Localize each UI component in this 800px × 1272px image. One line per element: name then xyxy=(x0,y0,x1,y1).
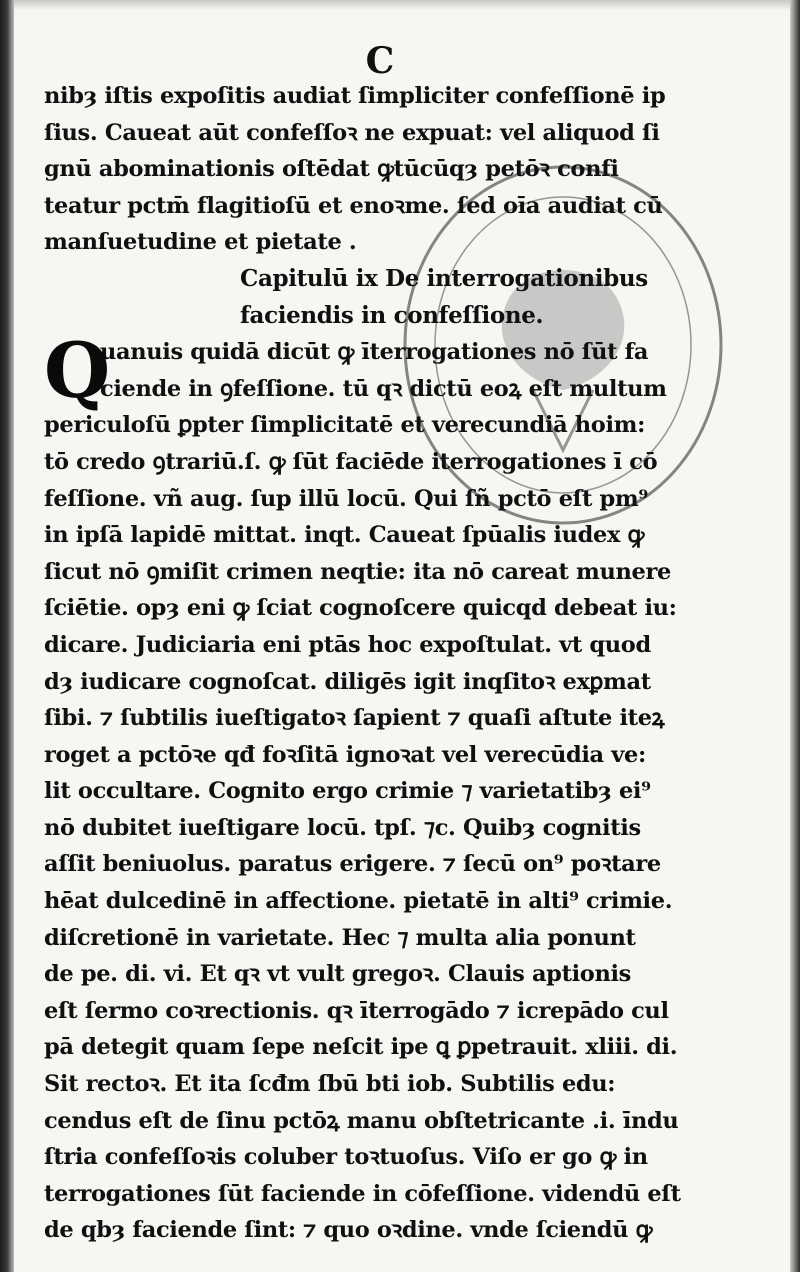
text-line: ſciētie. opȝ eni ꝙ ſciat cognoſcere quicqd debeat iu: xyxy=(44,595,677,622)
drop-cap-initial: Q xyxy=(44,326,111,415)
text-line: ſius. Caueat aūt confeſſoꝛ ne expuat: vel aliquod ſi xyxy=(44,119,660,146)
text-line: cendus eſt de ſinu pctōꝝ manu obſtetricante .i. īndu xyxy=(44,1107,679,1134)
text-line: in ipſā lapidē mittat. inqt. Caueat ſpūalis iudex ꝙ xyxy=(44,522,645,549)
text-line: de qbȝ faciende ſint: ⁊ quo oꝛdine. vnde ſciendū ꝙ xyxy=(44,1217,653,1244)
chapter-heading: faciendis in confeſſione. xyxy=(240,301,544,329)
text-line: aſſit beniuolus. paratus erigere. ⁊ ſecū on⁹ poꝛtare xyxy=(44,851,661,878)
text-line: dȝ iudicare cognoſcat. diligēs igit inqſitoꝛ exꝑmat xyxy=(44,668,651,695)
text-line: diſcretionē in varietate. Hec ⁊ multa alia ponunt xyxy=(44,924,636,951)
chapter-heading: Capitulū ix De interrogationibus xyxy=(240,264,648,292)
text-line: ſicut nō ꝯmiſit crimen neqtie: ita nō careat munere xyxy=(44,558,671,585)
text-line: lit occultare. Cognito ergo crimie ⁊ varietatibȝ ei⁹ xyxy=(44,778,651,805)
text-line: eſt ſermo coꝛrectionis. qꝛ īterrogādo ⁊ icrepādo cul xyxy=(44,997,669,1024)
text-line: terrogationes ſūt faciende in cōfeſſione. videndū eſt xyxy=(44,1180,681,1207)
text-line: de pe. di. vi. Et qꝛ vt vult gregoꝛ. Clauis aptionis xyxy=(44,961,631,988)
text-line: gnū abominationis oſtēdat ꝙtūcūqȝ petōꝛ confi xyxy=(44,156,619,183)
text-line: roget a pctōꝛe qđ foꝛſitā ignoꝛat vel verecūdia ve: xyxy=(44,741,646,768)
signature-mark: C xyxy=(365,40,395,82)
page-edge-right xyxy=(790,0,800,1272)
text-line: manſuetudine et pietate . xyxy=(44,229,357,256)
text-line: uanuis quidā dicūt ꝙ īterrogationes nō ſūt fa xyxy=(100,339,649,366)
text-line: teatur pctm̄ flagitioſū et enoꝛme. ſed oīa audiat cū xyxy=(44,192,663,219)
text-line: pā detegit quam ſepe neſcit ipe ꝗ ꝑpetrauit. xliii. di. xyxy=(44,1034,678,1061)
text-line: ſibi. ⁊ ſubtilis iueſtigatoꝛ ſapient ⁊ quaſi aſtute iteꝝ xyxy=(44,705,665,732)
text-line: nō dubitet iueſtigare locū. tpſ. ⁊c. Quibȝ cognitis xyxy=(44,814,641,841)
page-edge-top xyxy=(0,0,800,10)
text-line: periculoſū ꝑpter ſimplicitatē et verecundiā hoim: xyxy=(44,412,646,439)
text-line: Sit rectoꝛ. Et ita ſcđm ſbū bti iob. Subtilis edu: xyxy=(44,1071,616,1098)
text-line: dicare. Judiciaria eni ptās hoc expoſtulat. vt quod xyxy=(44,631,651,658)
text-line: tō credo ꝯtrariū.ſ. ꝙ ſūt faciēde iterrogationes ī cō xyxy=(44,448,658,475)
page-edge-left xyxy=(0,0,14,1272)
page-text xyxy=(44,78,744,1249)
text-line: nibȝ iſtis expoſitis audiat ſimpliciter confeſſionē ip xyxy=(44,83,666,109)
text-line: ſtria confeſſoꝛis coluber toꝛtuoſus. Viſo er go ꝙ in xyxy=(44,1144,648,1171)
text-line: feſſione. vñ aug. ſup illū locū. Qui ſñ pctō eſt pm⁹ xyxy=(44,485,648,512)
text-line: hēat dulcedinē in affectione. pietatē in alti⁹ crimie. xyxy=(44,888,673,915)
text-line: ciende in ꝯfeſſione. tū qꝛ dictū eoꝝ eſt multum xyxy=(100,375,667,402)
